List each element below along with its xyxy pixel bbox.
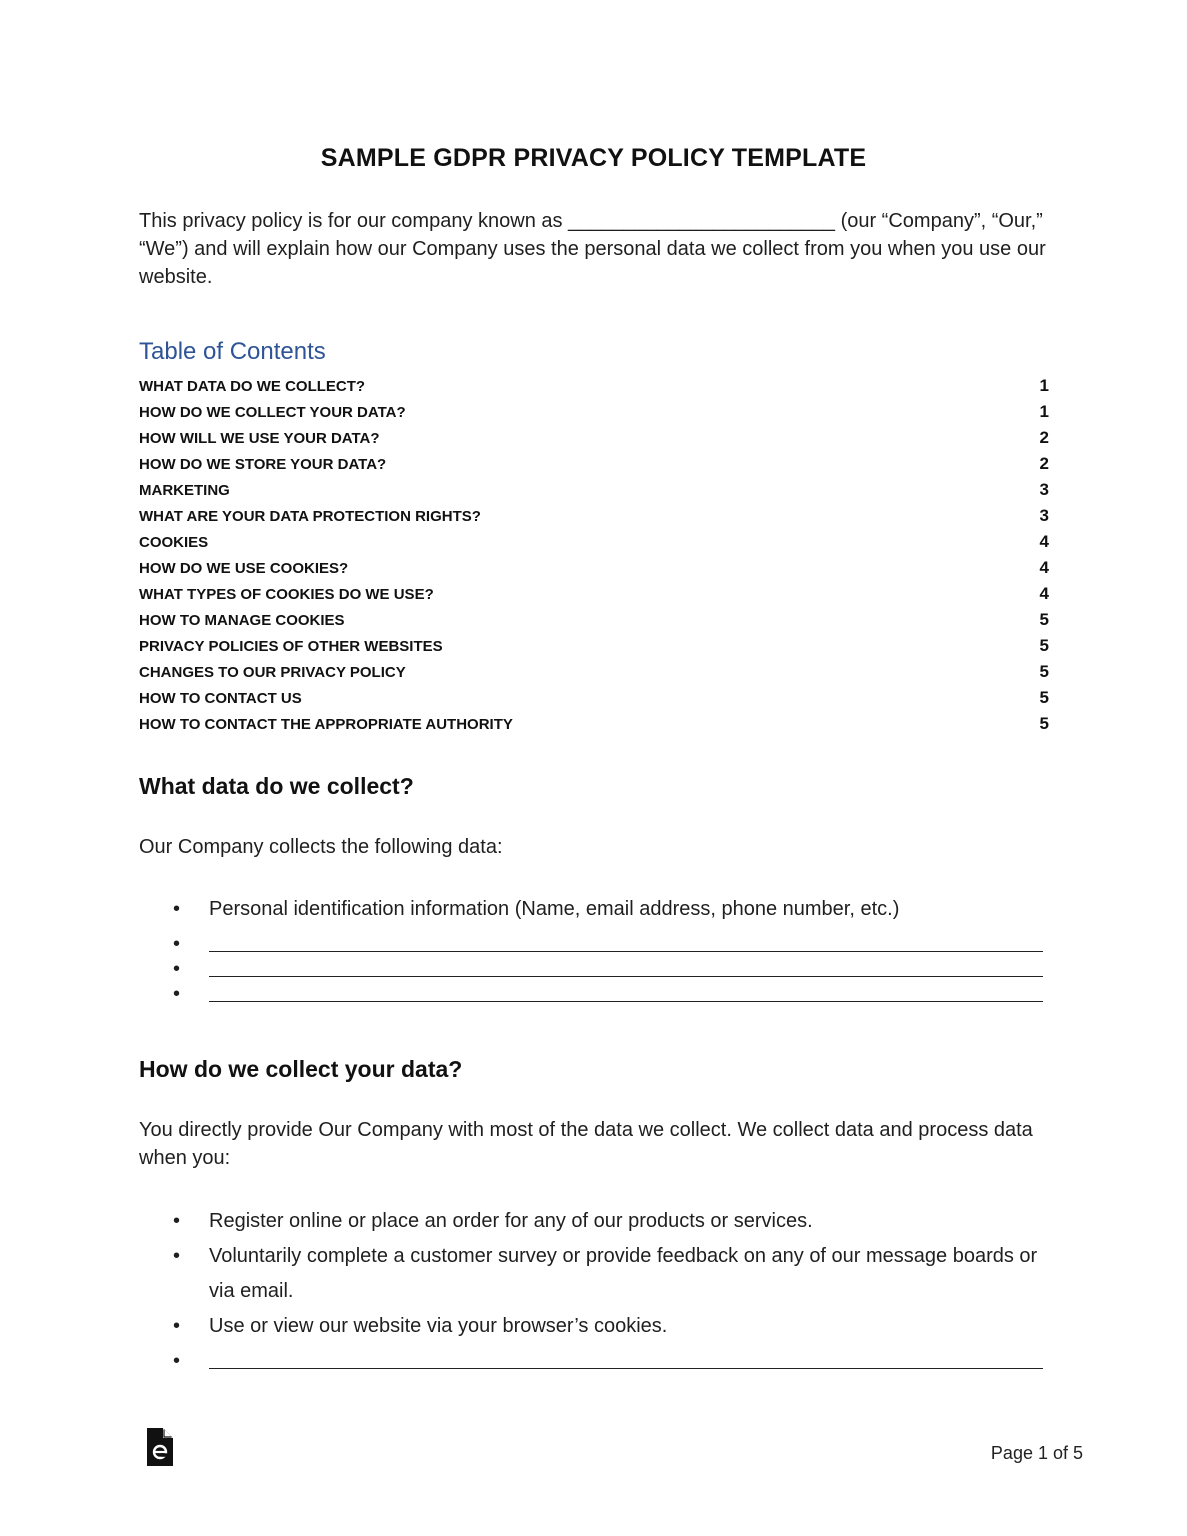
- intro-paragraph: This privacy policy is for our company known as ________________________ (our “Company”, “Our,” “We”) and will explain how our Company uses the personal data we collect from you when you use our website.: [139, 210, 1046, 288]
- toc-entry-page: 4: [1039, 558, 1049, 577]
- toc-entry-page: 2: [1039, 454, 1049, 473]
- list-item: • Personal identification information (Name, email address, phone number, etc.): [139, 892, 1049, 927]
- fill-in-blank-line[interactable]: [209, 977, 1043, 1002]
- toc-entry-page: 1: [1039, 376, 1049, 395]
- toc-entry-rights[interactable]: [139, 506, 1049, 532]
- toc-entry-label: HOW TO CONTACT US: [139, 690, 302, 707]
- toc-entry-contact[interactable]: [139, 688, 1049, 714]
- toc-entry-label: HOW DO WE STORE YOUR DATA?: [139, 456, 387, 473]
- toc-entry-page: 5: [1039, 662, 1049, 681]
- toc-entry-page: 5: [1039, 714, 1049, 733]
- list-item: • Use or view our website via your browser’s cookies.: [139, 1309, 1049, 1344]
- section-heading-what-data: What data do we collect?: [139, 773, 414, 799]
- toc-entry-marketing[interactable]: [139, 480, 1049, 506]
- toc-entry-label: HOW TO CONTACT THE APPROPRIATE AUTHORITY: [139, 716, 513, 733]
- list-item: • Register online or place an order for any of our products or services.: [139, 1204, 1049, 1239]
- toc-entry-label: MARKETING: [139, 482, 230, 499]
- toc-entry-page: 1: [1039, 402, 1049, 421]
- section-paragraph-how-collect: You directly provide Our Company with most of the data we collect. We collect data and process data when you:: [139, 1119, 1033, 1169]
- toc-entry-other-websites[interactable]: [139, 636, 1049, 662]
- toc-entry-what-data[interactable]: [139, 376, 1049, 402]
- toc-entry-label: COOKIES: [139, 534, 209, 551]
- toc-entry-page: 3: [1039, 506, 1049, 525]
- toc-entry-label: HOW WILL WE USE YOUR DATA?: [139, 430, 380, 447]
- toc-entry-page: 5: [1039, 610, 1049, 629]
- toc-entry-authority[interactable]: [139, 714, 1049, 740]
- toc-entry-cookies[interactable]: [139, 532, 1049, 558]
- table-of-contents: [139, 376, 1049, 740]
- section-heading-how-collect: How do we collect your data?: [139, 1056, 463, 1082]
- fill-in-blank-line[interactable]: [209, 927, 1043, 952]
- toc-entry-page: 5: [1039, 636, 1049, 655]
- toc-entry-page: 4: [1039, 532, 1049, 551]
- toc-entry-page: 3: [1039, 480, 1049, 499]
- fill-in-blank-line[interactable]: [209, 952, 1043, 977]
- toc-heading: Table of Contents: [139, 338, 326, 365]
- toc-entry-label: WHAT DATA DO WE COLLECT?: [139, 378, 366, 395]
- toc-entry-how-collect[interactable]: [139, 402, 1049, 428]
- toc-entry-label: CHANGES TO OUR PRIVACY POLICY: [139, 664, 406, 681]
- list-item-blank: [139, 952, 1049, 977]
- esign-logo-icon: [147, 1428, 173, 1466]
- toc-entry-label: PRIVACY POLICIES OF OTHER WEBSITES: [139, 638, 443, 655]
- toc-entry-manage-cookies[interactable]: [139, 610, 1049, 636]
- toc-entry-label: HOW DO WE USE COOKIES?: [139, 560, 349, 577]
- fill-in-blank-line[interactable]: [209, 1344, 1043, 1369]
- document-title: SAMPLE GDPR PRIVACY POLICY TEMPLATE: [320, 144, 867, 172]
- toc-entry-page: 2: [1039, 428, 1049, 447]
- toc-entry-how-store[interactable]: [139, 454, 1049, 480]
- bullet-list-what-data: [139, 892, 1049, 1002]
- toc-entry-changes[interactable]: [139, 662, 1049, 688]
- page-number: Page 1 of 5: [990, 1443, 1083, 1463]
- toc-entry-how-use[interactable]: [139, 428, 1049, 454]
- list-item-blank: [139, 977, 1049, 1002]
- section-paragraph-what-data: Our Company collects the following data:: [139, 836, 503, 858]
- toc-entry-page: 4: [1039, 584, 1049, 603]
- toc-entry-label: HOW TO MANAGE COOKIES: [139, 612, 345, 629]
- list-item-blank: [139, 1344, 1049, 1369]
- toc-entry-label: WHAT TYPES OF COOKIES DO WE USE?: [139, 586, 434, 603]
- toc-entry-label: WHAT ARE YOUR DATA PROTECTION RIGHTS?: [139, 508, 481, 525]
- list-item-blank: [139, 927, 1049, 952]
- toc-entry-label: HOW DO WE COLLECT YOUR DATA?: [139, 404, 406, 421]
- toc-entry-use-cookies[interactable]: [139, 558, 1049, 584]
- bullet-list-how-collect: [139, 1204, 1049, 1369]
- toc-entry-page: 5: [1039, 688, 1049, 707]
- toc-entry-cookie-types[interactable]: [139, 584, 1049, 610]
- list-item: • Voluntarily complete a customer survey or provide feedback on any of our message boards or via email.: [139, 1239, 1049, 1309]
